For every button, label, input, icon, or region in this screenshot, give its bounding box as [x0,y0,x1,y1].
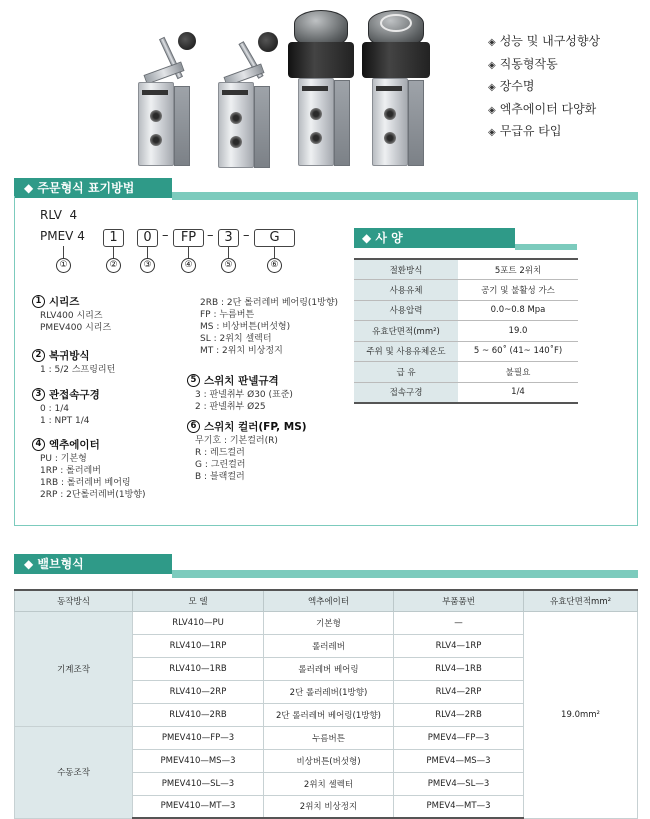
code-connector [188,247,189,258]
group-item: 1RB : 롤러레버 베어링 [40,478,131,488]
group-item: RLV400 시리즈 [40,311,103,321]
group-title: 관접속구경 [49,388,100,401]
valve-photo-roller-bearing [208,30,288,170]
option-group-actuator [32,438,146,501]
order-section-header: ◆ 주문형식 표기방법 [14,178,172,198]
diamond-bullet-icon: ◈ [488,127,496,138]
table-header-row: 동작방식 모 델 엑추에이터 부품품번 유효단면적mm² [15,590,638,611]
option-group-series [32,295,111,334]
diamond-bullet-icon: ◆ [24,557,38,571]
group-number: 4 [32,438,45,451]
group-item: MS : 비상버튼(버섯형) [200,322,291,332]
group-title: 엑추에이터 [49,438,100,451]
code-circle-2: ② [106,258,121,273]
group-item: PMEV400 시리즈 [40,323,112,333]
group-item: 1RP : 롤러레버 [40,466,101,476]
table-row: RLV410—2RB 2단 롤러레버 베어링(1방향) RLV4—2RB [15,703,638,726]
effective-area-value: 19.0mm² [524,611,638,818]
code-box-panel: 3 [218,229,239,247]
table-row: 절환방식 5포트 2위치 [354,259,578,280]
table-row: 유효단면적(mm²) 19.0 [354,321,578,342]
valve-type-table [14,589,638,819]
table-row: PMEV410—SL—3 2위치 셀렉터 PMEV4—SL—3 [15,772,638,795]
group-item: PU : 기본형 [40,454,87,464]
spec-section-header: ◆ 사 양 [354,228,515,248]
feature-item: ◈ 직동형작동 [488,56,558,71]
group-number: 5 [187,374,200,387]
option-group-port [32,388,100,427]
feature-item: ◈ 엑추에이터 다양화 [488,101,597,116]
product-photos [120,8,440,170]
diamond-bullet-icon: ◈ [488,59,496,71]
code-circle-6: ⑥ [267,258,282,273]
code-box-color: G [254,229,295,247]
group-title: 스위치 판넬규격 [204,374,279,387]
code-connector [147,247,148,258]
group-title: 시리즈 [49,295,80,308]
table-row: RLV410—1RP 롤러레버 RLV4—1RP [15,634,638,657]
group-item: MT : 2위치 비상정지 [200,346,283,356]
table-row: 급 유 불필요 [354,362,578,383]
group-item: 2 : 판넬취부 Ø25 [195,402,266,412]
feature-item: ◈ 장수명 [488,79,535,93]
code-dash: – [162,228,169,243]
code-line-pmev: PMEV 4 [40,229,85,243]
group-number: 2 [32,349,45,362]
code-box-return: 1 [103,229,124,247]
code-box-port: 0 [137,229,158,247]
feature-item: ◈ 무급유 타입 [488,124,562,138]
diamond-bullet-icon: ◈ [488,37,496,48]
valve-section-divider [172,570,638,578]
valve-photo-roller-lever [130,28,210,168]
diamond-bullet-icon: ◈ [488,104,496,116]
table-row: PMEV410—MS—3 비상버튼(버섯형) PMEV4—MS—3 [15,749,638,772]
code-connector [274,247,275,258]
code-connector [228,247,229,258]
option-group-panel [187,374,293,413]
table-row: PMEV410—MT—3 2위치 비상정지 PMEV4—MT—3 [15,795,638,818]
group-item: 1 : 5/2 스프링리턴 [40,365,116,375]
group-item: G : 그린컬러 [195,460,246,470]
code-connector [113,247,114,258]
table-row: 사용압력 0.0~0.8 Mpa [354,300,578,321]
diamond-bullet-icon: ◆ [362,231,376,245]
category-manual: 수동조작 [15,726,133,818]
valve-photo-emergency-stop [360,8,440,170]
group-number: 6 [187,420,200,433]
group-title: 복귀방식 [49,349,90,362]
code-connector [63,246,64,258]
option-group-color [187,420,307,483]
diamond-bullet-icon: ◆ [24,181,38,195]
code-line-rlv: RLV 4 [40,208,78,222]
code-circle-1: ① [56,258,71,273]
code-dash: – [243,228,250,243]
group-number: 1 [32,295,45,308]
valve-section-header: ◆ 밸브형식 [14,554,172,574]
group-item: SL : 2위치 셀렉터 [200,334,272,344]
table-row: 수동조작 PMEV410—FP—3 누름버튼 PMEV4—FP—3 [15,726,638,749]
group-item: 2RP : 2단롤러레버(1방향) [40,490,146,500]
code-dash: – [207,228,214,243]
valve-photo-mushroom-button [286,8,366,170]
category-mechanical: 기계조작 [15,611,133,726]
spec-table [354,258,578,404]
code-box-actuator: FP [173,229,204,247]
group-item: FP : 누름버튼 [200,310,255,320]
code-circle-4: ④ [181,258,196,273]
table-row: 사용유체 공기 및 불활성 가스 [354,280,578,301]
table-row: 기계조작 RLV410—PU 기본형 — 19.0mm² [15,611,638,634]
table-row: 주위 및 사용유체온도 5 ~ 60˚ (41~ 140˚F) [354,341,578,362]
feature-item: ◈ 성능 및 내구성향상 [488,34,601,48]
group-item: 2RB : 2단 롤러레버 베어링(1방향) [200,298,339,308]
group-item: 1 : NPT 1/4 [40,416,90,426]
spec-section-divider [515,244,577,250]
table-row: RLV410—1RB 롤러레버 베어링 RLV4—1RB [15,657,638,680]
option-group-actuator-continued [200,297,338,357]
feature-list [488,30,600,143]
group-item: B : 블랙컬러 [195,472,245,482]
option-group-return [32,349,115,376]
group-item: R : 레드컬러 [195,448,245,458]
group-item: 무기호 : 기본컬러(R) [195,436,278,446]
table-row: RLV410—2RP 2단 롤러레버(1방향) RLV4—2RP [15,680,638,703]
diamond-bullet-icon: ◈ [488,82,496,93]
group-title: 스위치 컬러(FP, MS) [204,420,307,433]
code-circle-5: ⑤ [221,258,236,273]
group-item: 3 : 판넬취부 Ø30 (표준) [195,390,293,400]
group-number: 3 [32,388,45,401]
table-row: 접속구경 1/4 [354,382,578,403]
code-circle-3: ③ [140,258,155,273]
group-item: 0 : 1/4 [40,404,69,414]
